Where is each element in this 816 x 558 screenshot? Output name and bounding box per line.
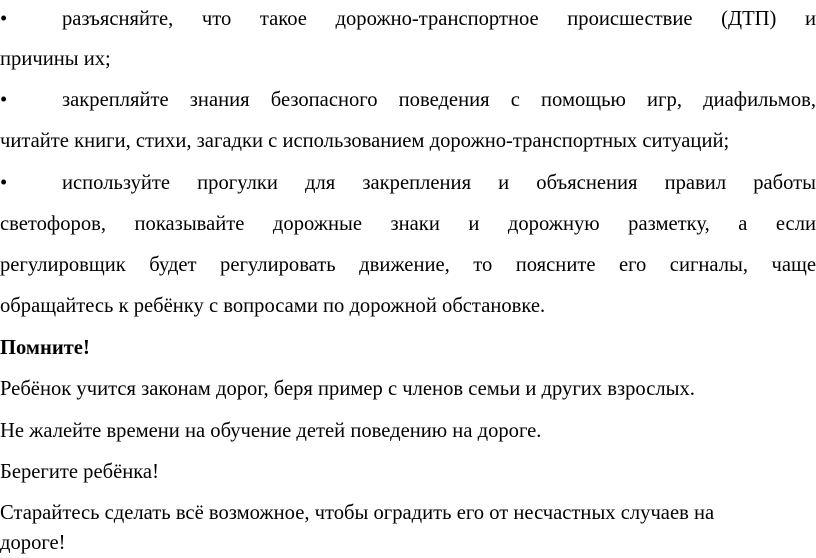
- bullet-marker: •: [0, 172, 8, 194]
- bullet-item-2: [0, 85, 816, 115]
- bullet-text: закрепляйте знания безопасного поведения с помощью игр, диафильмов,: [62, 89, 816, 111]
- bullet-text: используйте прогулки для закрепления и объяснения правил работы: [62, 172, 816, 194]
- bullet-continuation: регулировщик будет регулировать движение, то поясните его сигналы, чаще: [0, 254, 816, 276]
- paragraph: Не жалейте времени на обучение детей поведению на дороге.: [0, 420, 542, 442]
- bullet-item-1: [0, 4, 816, 34]
- bullet-marker: •: [0, 89, 8, 111]
- bullet-continuation: причины их;: [0, 48, 111, 70]
- paragraph: дороге!: [0, 532, 66, 554]
- bullet-continuation: обращайтесь к ребёнку с вопросами по дорожной обстановке.: [0, 295, 546, 317]
- bullet-marker: •: [0, 8, 8, 30]
- bullet-text: разъясняйте, что такое дорожно-транспортное происшествие (ДТП) и: [62, 8, 816, 30]
- paragraph: Ребёнок учится законам дорог, беря пример с членов семьи и других взрослых.: [0, 378, 695, 400]
- bullet-item-3: [0, 168, 816, 198]
- bullet-continuation: читайте книги, стихи, загадки с использованием дорожно-транспортных ситуаций;: [0, 130, 730, 152]
- remember-heading: Помните!: [0, 337, 90, 359]
- paragraph: Берегите ребёнка!: [0, 461, 159, 483]
- bullet-continuation: светофоров, показывайте дорожные знаки и дорожную разметку, а если: [0, 213, 816, 235]
- paragraph: Старайтесь сделать всё возможное, чтобы оградить его от несчастных случаев на: [0, 502, 715, 524]
